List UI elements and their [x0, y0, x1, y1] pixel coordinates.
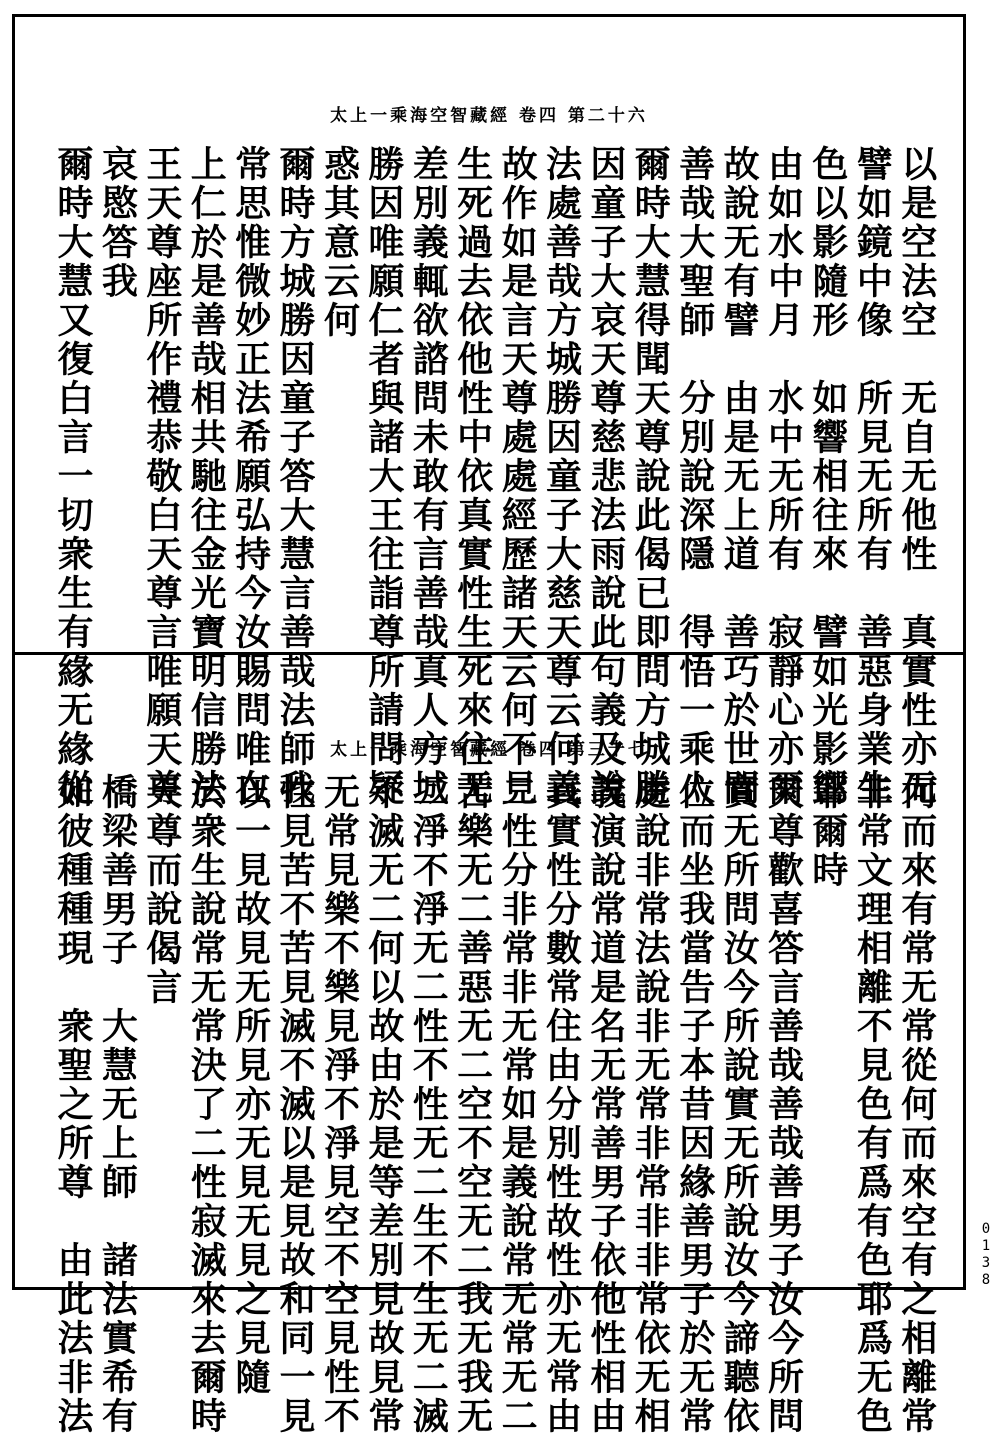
text-column: 處說非常法說非无常非常非非常依无相: [629, 773, 672, 1436]
text-column: 二淨不淨无二性不性无二生不生无二滅: [407, 773, 450, 1436]
text-column: 耶爾時: [806, 773, 849, 890]
text-column: 義演說常道是名无常善男子依他性相由: [584, 773, 627, 1436]
text-column: 以是空法空 无自无他性 真實性亦无: [895, 145, 938, 808]
text-column: 故作如是言天尊處處經歷諸天云何不見: [496, 145, 539, 808]
text-column: 譬如鏡中像 所見无所有 善惡身業生: [851, 145, 894, 808]
text-column: 惑其意云何: [318, 145, 361, 340]
text-column: 爾時大慧得聞天尊說此偈已即問方城勝: [629, 145, 672, 808]
text-column: 故說无有譬 由是无上道 善巧於世間: [718, 145, 761, 808]
text-column: 以一見故見无所見亦无見无見之見隨: [229, 773, 272, 1397]
text-column: 无常見樂不樂見淨不淨見空不空見性不: [318, 773, 361, 1436]
text-column: 差別義輒欲諮問未敢有言善哉真人方城: [407, 145, 450, 808]
text-column: 真實性分數常住由分別性故性亦无常由: [540, 773, 583, 1436]
text-column: 勝因唯願仁者與諸大王往詣尊所請問疑: [362, 145, 405, 808]
text-column: 色以影隨形 如響相往來 譬如光影響: [806, 145, 849, 808]
text-column: 善哉大聖師 分別說深隱 得悟一乘人: [673, 145, 716, 808]
text-column: 實无所問汝今所說實无所說汝今諦聽依: [718, 773, 761, 1436]
page-number: 0138: [978, 1221, 994, 1289]
text-column: 常思惟微妙正法希願弘持今汝賜問唯在: [229, 145, 272, 808]
text-column: 於衆生說常无常決了二性寂滅來去爾時: [185, 773, 228, 1436]
text-column: 法處善哉方城勝因童子大慈天尊云何義: [540, 145, 583, 808]
text-column: 因童子大哀天尊慈悲法雨說此句義及說: [584, 145, 627, 808]
text-column: 由如水中月 水中无所有 寂靜心亦爾: [762, 145, 805, 808]
bottom-panel: [15, 655, 963, 1436]
text-column: 二性分非常非无常如是義說常无常无二: [496, 773, 539, 1436]
text-column: 位而坐我當告子本昔因緣善男子於无常: [673, 773, 716, 1436]
text-column: 苦樂无二善惡无二空不空无二我无我无: [451, 773, 494, 1436]
text-column: 性見苦不苦見滅不滅以是見故和同一見: [274, 773, 317, 1436]
text-column: 天尊歡喜答言善哉善哉善男子汝今所問: [762, 773, 805, 1436]
text-column: 如彼種種現 衆聖之所尊 由此法非法: [52, 773, 94, 1436]
text-column: 天尊而說偈言: [140, 773, 183, 1007]
text-column: 爾時大慧又復白言一切衆生有緣无緣從: [52, 145, 94, 808]
top-panel-header: 太上一乘海空智藏經 卷四 第二十六: [330, 106, 648, 126]
text-column: 橋梁善男子 大慧无上師 諸法實希有: [96, 773, 139, 1436]
text-column: 不滅无二何以故由於是等差別見故見常: [362, 773, 405, 1436]
text-column: 上仁於是善哉相共馳往金光寶明信勝法: [185, 145, 228, 808]
text-column: 何而來有常无常從何而來空有之相離常: [895, 773, 938, 1436]
text-column: 非常文理相離不見色有爲有色耶爲无色: [851, 773, 894, 1436]
bottom-panel-columns: [52, 773, 938, 1436]
text-column: 哀愍答我: [96, 145, 139, 301]
text-column: 王天尊座所作禮恭敬白天尊言唯願天尊: [140, 145, 183, 808]
text-column: 生死過去依他性中依真實性生死來往无: [451, 145, 494, 808]
text-column: 爾時方城勝因童子答大慧言善哉法師我: [274, 145, 317, 808]
bottom-panel-header: 太上一乘海空智藏經 卷四 第三十七: [330, 740, 648, 760]
